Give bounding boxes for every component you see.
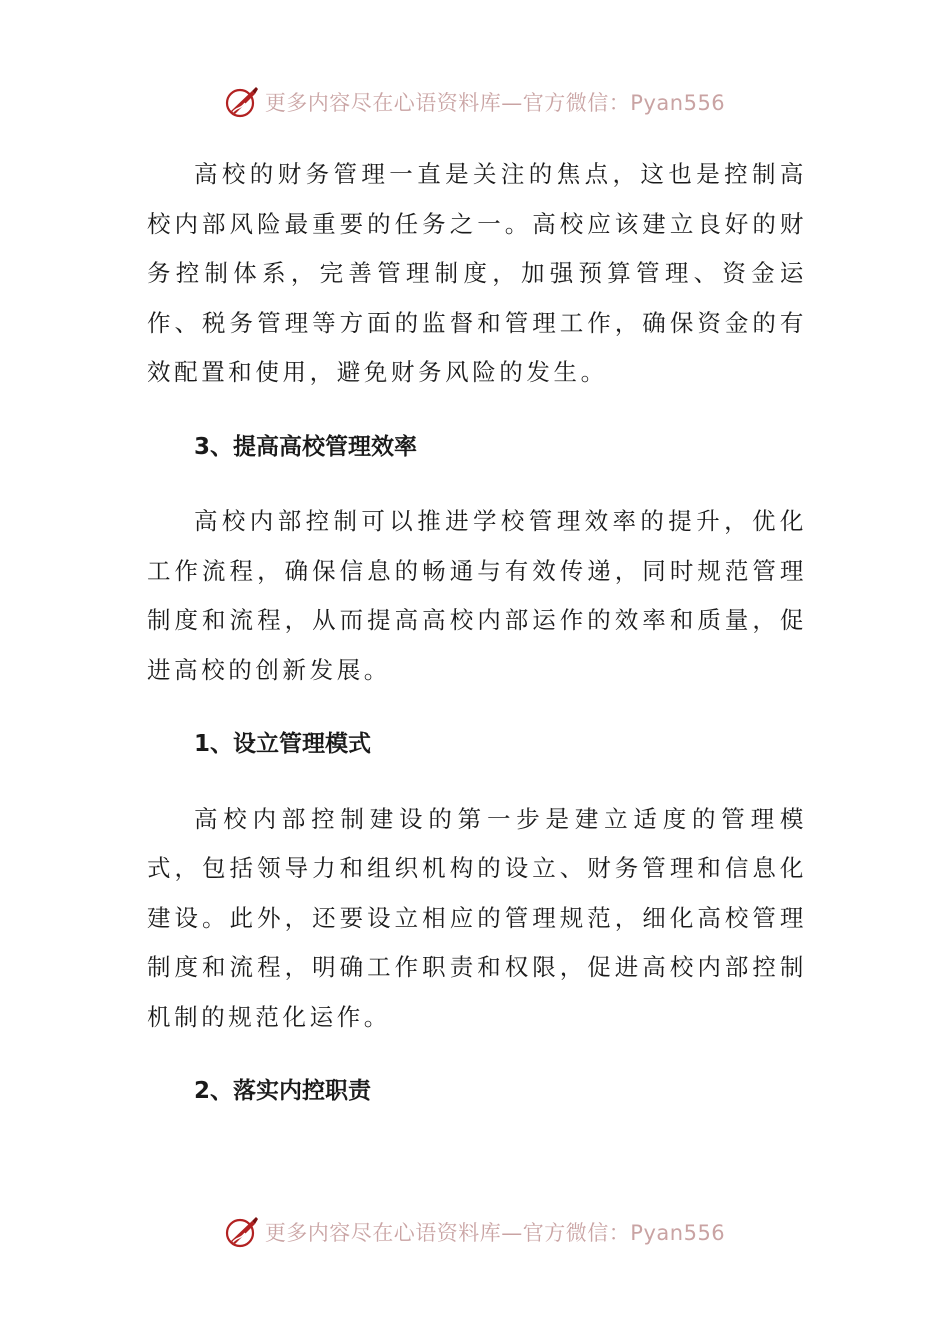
section-heading: 3、提高高校管理效率 — [194, 433, 418, 460]
paragraph: 高校内部控制建设的第一步是建立适度的管理模式，包括领导力和组织机构的设立、财务管理和信息化建设。此外，还要设立相应的管理规范，细化高校管理制度和流程，明确工作职责和权限，促进高校内部控制机制的规范化运作。 — [147, 804, 807, 1031]
section-heading: 2、落实内控职责 — [194, 1078, 372, 1104]
banner-text: 更多内容尽在心语资料库—官方微信：Pyan556 — [264, 91, 726, 115]
document-body — [147, 150, 807, 1117]
paragraph: 高校的财务管理一直是关注的焦点，这也是控制高校内部风险最重要的任务之一。高校应该建立良好的财务控制体系，完善管理制度，加强预算管理、资金运作、税务管理等方面的监督和管理工作，确保资金的有效配置和使用，避免财务风险的发生。 — [147, 160, 807, 386]
header-banner — [0, 82, 950, 122]
banner-text: 更多内容尽在心语资料库—官方微信：Pyan556 — [264, 1221, 726, 1245]
pen-logo-icon — [225, 1215, 259, 1249]
footer-banner — [0, 1212, 950, 1252]
paragraph: 高校内部控制可以推进学校管理效率的提升，优化工作流程，确保信息的畅通与有效传递，同时规范管理制度和流程，从而提高高校内部运作的效率和质量，促进高校的创新发展。 — [147, 507, 807, 684]
pen-logo-icon — [225, 85, 259, 119]
section-heading: 1、设立管理模式 — [194, 731, 372, 757]
